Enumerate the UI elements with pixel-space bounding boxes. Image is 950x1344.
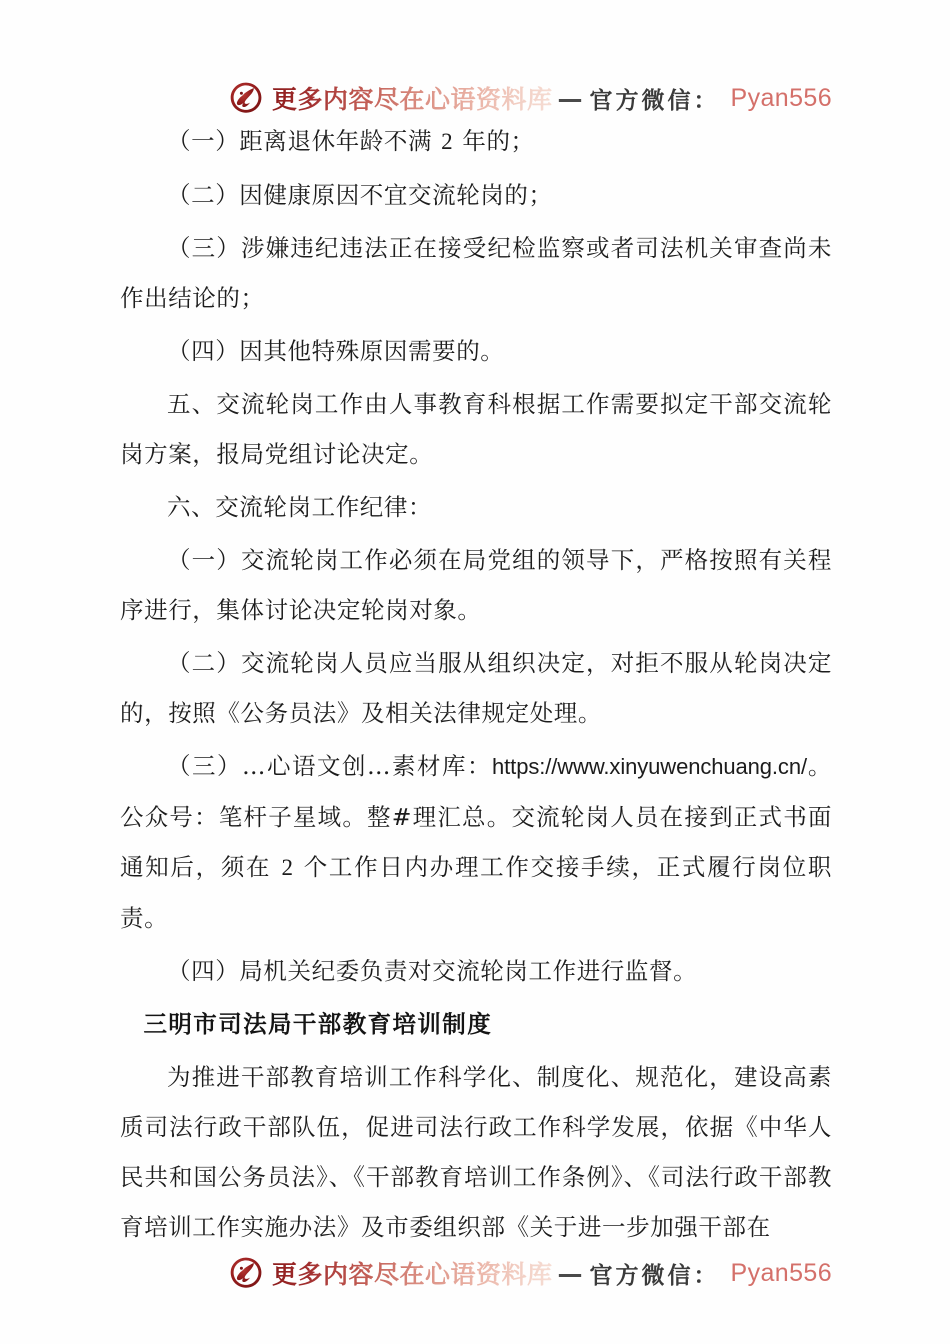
watermark-brand-text: 更多内容尽在心语资料库 (272, 1255, 553, 1291)
body-paragraph: （一）距离退休年龄不满 2 年的； (167, 127, 535, 155)
watermark-dash: — (557, 83, 583, 113)
watermark-wechat-id: Pyan556 (730, 83, 833, 112)
document-body (0, 116, 950, 1255)
watermark-dash: — (557, 1258, 583, 1288)
body-paragraph: （四）因其他特殊原因需要的。 (167, 337, 505, 365)
source-url-link[interactable]: https://www.xinyuwenchuang.cn/ (492, 754, 807, 779)
body-paragraph: （一）交流轮岗工作必须在局党组的领导下，严格按照有关程序进行，集体讨论决定轮岗对象。 (120, 546, 832, 624)
section-heading: 三明市司法局干部教育培训制度 (143, 1010, 493, 1038)
paragraph-text: （三）…心语文创…素材库： (167, 752, 493, 780)
footer-watermark (0, 1255, 950, 1291)
header-watermark (0, 80, 950, 116)
body-paragraph: （二）因健康原因不宜交流轮岗的； (167, 181, 553, 209)
body-paragraph: （四）局机关纪委负责对交流轮岗工作进行监督。 (167, 957, 698, 985)
swirl-fish-emblem-icon (229, 81, 263, 115)
body-paragraph: （三）涉嫌违纪违法正在接受纪检监察或者司法机关审查尚未作出结论的； (120, 234, 832, 312)
watermark-wechat-label: 官方微信： (589, 86, 720, 114)
swirl-fish-emblem-icon (229, 1256, 263, 1290)
watermark-brand-text: 更多内容尽在心语资料库 (272, 80, 553, 116)
body-paragraph: 五、交流轮岗工作由人事教育科根据工作需要拟定干部交流轮岗方案，报局党组讨论决定。 (120, 390, 832, 468)
watermark-wechat-id: Pyan556 (730, 1258, 833, 1287)
body-paragraph: 为推进干部教育培训工作科学化、制度化、规范化，建设高素质司法行政干部队伍，促进司法行政工作科学发展，依据《中华人民共和国公务员法》、《干部教育培训工作条例》、《司法行政干部教育培训工作实施办法》及市委组织部《关于进一步加强干部在 (120, 1063, 832, 1241)
body-paragraph: （二）交流轮岗人员应当服从组织决定，对拒不服从轮岗决定的，按照《公务员法》及相关法律规定处理。 (120, 649, 832, 727)
watermark-wechat-label: 官方微信： (589, 1261, 720, 1289)
body-paragraph (120, 741, 832, 943)
paragraph-text: 。公众号：笔杆子星域。整#理汇总。交流轮岗人员在接到正式书面通知后，须在 2 个工作日内办理工作交接手续，正式履行岗位职责。 (120, 752, 833, 932)
body-paragraph: 六、交流轮岗工作纪律： (167, 493, 433, 521)
